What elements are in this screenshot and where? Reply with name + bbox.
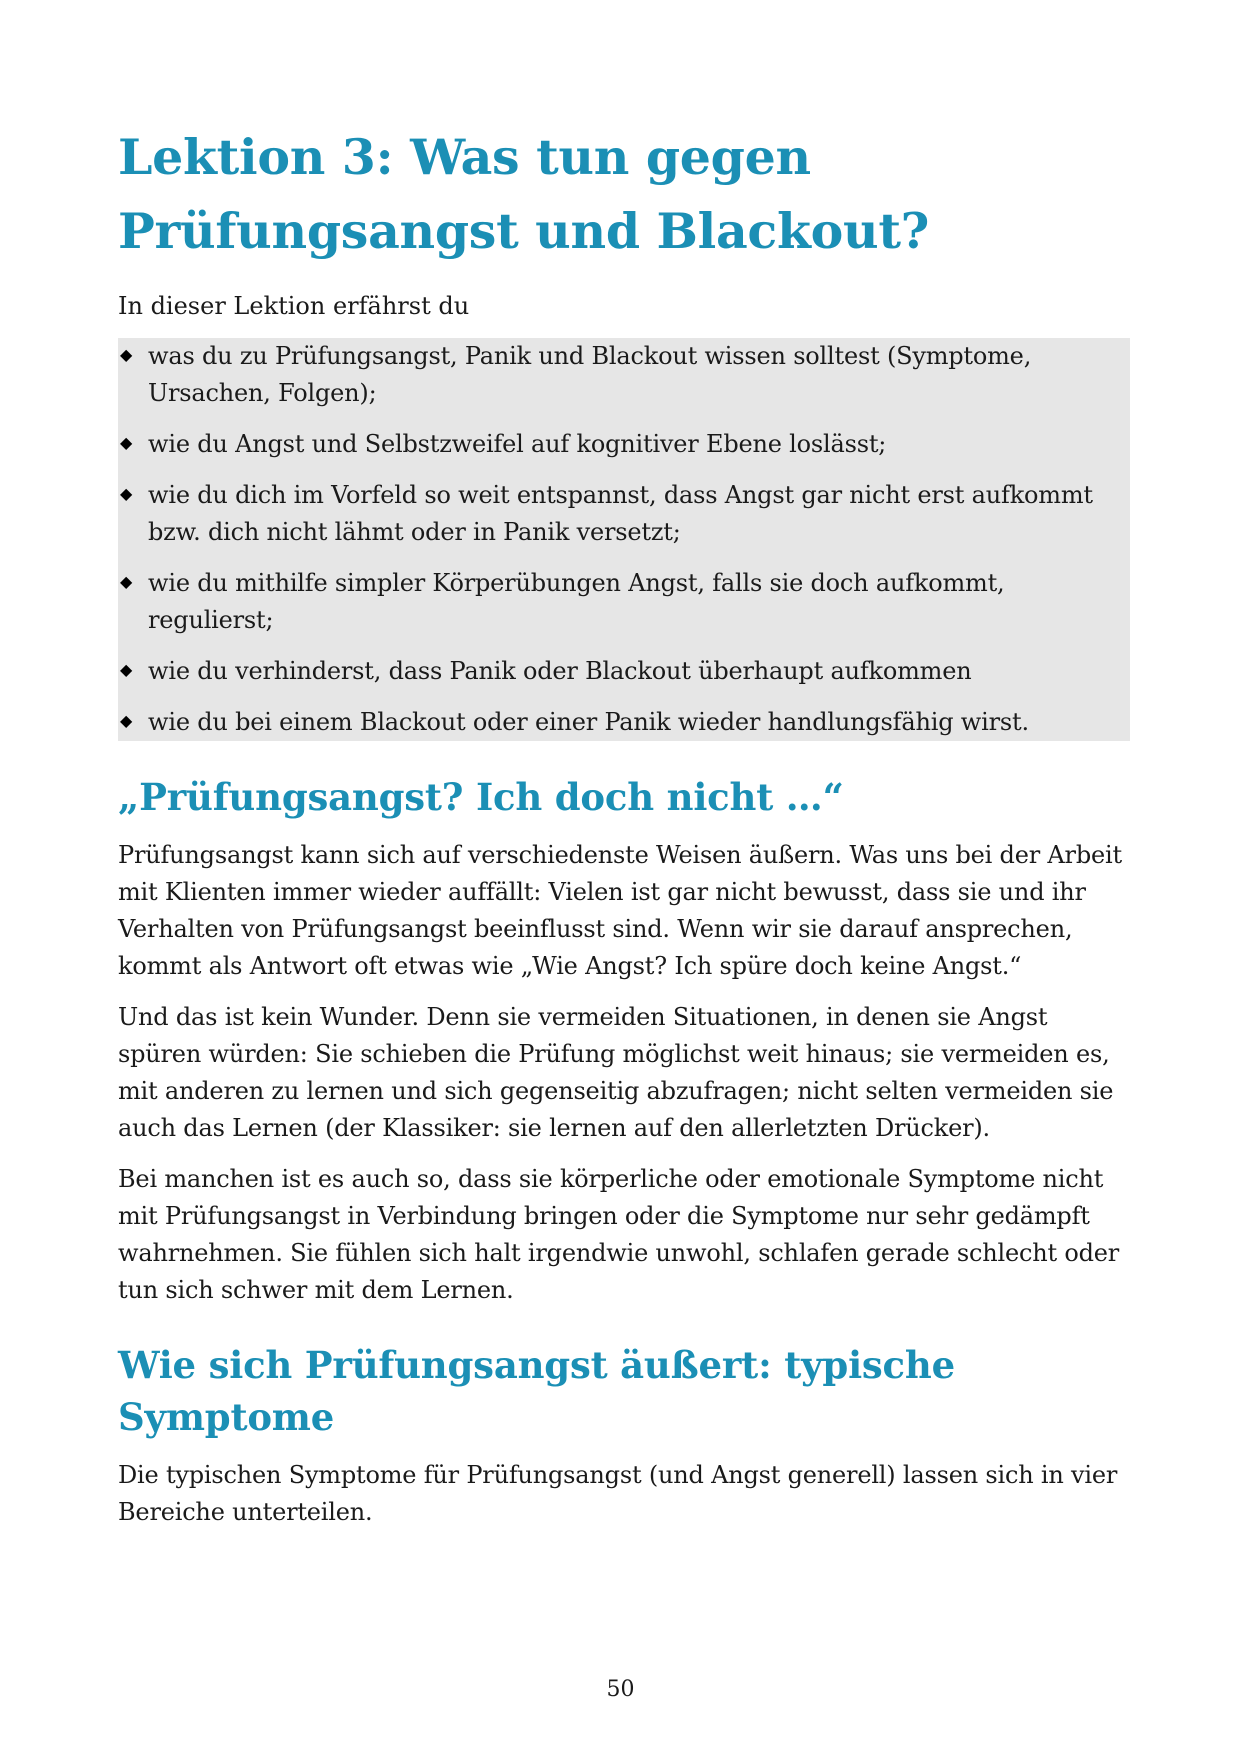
list-item bbox=[118, 704, 1130, 741]
paragraph: Prüfungsangst kann sich auf verschiedenste Weisen äußern. Was uns bei der Arbeit mit Klienten immer wieder auffällt: Vielen ist gar nicht bewusst, dass sie und ihr Verhalten von Prüfungsangst beeinflusst sind. Wenn wir sie darauf ansprechen, kommt als Antwort oft etwas wie „Wie Angst? Ich spüre doch keine Angst.“ bbox=[118, 841, 1122, 980]
diamond-bullet-icon: ◆ bbox=[120, 484, 133, 503]
list-item-text: wie du dich im Vorfeld so weit entspannst, dass Angst gar nicht erst aufkommt bzw. dich nicht lähmt oder in Panik versetzt; bbox=[148, 481, 1093, 546]
page-title bbox=[118, 120, 1130, 268]
list-item-text: wie du Angst und Selbstzweifel auf kognitiver Ebene loslässt; bbox=[148, 430, 887, 458]
list-item-text: was du zu Prüfungsangst, Panik und Blackout wissen solltest (Symptome, Ursachen, Folgen); bbox=[148, 342, 1032, 407]
list-item bbox=[118, 477, 1130, 551]
list-item-text: wie du verhinderst, dass Panik oder Blackout überhaupt aufkommen bbox=[148, 657, 972, 685]
title-line-2: Prüfungsangst und Blackout? bbox=[118, 202, 930, 260]
list-item bbox=[118, 338, 1130, 412]
page-number: 50 bbox=[606, 1677, 635, 1702]
list-item bbox=[118, 426, 1130, 463]
list-item bbox=[118, 653, 1130, 690]
diamond-bullet-icon: ◆ bbox=[120, 345, 133, 364]
learning-goals-box bbox=[118, 338, 1130, 741]
paragraph: Und das ist kein Wunder. Denn sie vermeiden Situationen, in denen sie Angst spüren würden: Sie schieben die Prüfung möglichst weit hinaus; sie vermeiden es, mit anderen zu lernen und sich gegenseitig abzufragen; nicht selten vermeiden sie auch das Lernen (der Klassiker: sie lernen auf den allerletzten Drücker). bbox=[118, 1003, 1114, 1142]
list-item-text: wie du bei einem Blackout oder einer Panik wieder handlungsfähig wirst. bbox=[148, 708, 1029, 736]
diamond-bullet-icon: ◆ bbox=[120, 433, 133, 452]
page-content bbox=[118, 120, 1130, 1545]
diamond-bullet-icon: ◆ bbox=[120, 711, 133, 730]
paragraph: Bei manchen ist es auch so, dass sie körperliche oder emotionale Symptome nicht mit Prüfungsangst in Verbindung bringen oder die Symptome nur sehr gedämpft wahrnehmen. Sie fühlen sich halt irgendwie unwohl, schlafen gerade schlecht oder tun sich schwer mit dem Lernen. bbox=[118, 1165, 1120, 1304]
section-heading-pruefungsangst: „Prüfungsangst? Ich doch nicht …“ bbox=[118, 775, 844, 819]
list-item bbox=[118, 565, 1130, 639]
diamond-bullet-icon: ◆ bbox=[120, 660, 133, 679]
intro-text: In dieser Lektion erfährst du bbox=[118, 292, 470, 320]
title-line-1: Lektion 3: Was tun gegen bbox=[118, 128, 811, 186]
section-heading-symptome: Wie sich Prüfungsangst äußert: typische Symptome bbox=[118, 1343, 955, 1439]
diamond-bullet-icon: ◆ bbox=[120, 572, 133, 591]
paragraph: Die typischen Symptome für Prüfungsangst (und Angst generell) lassen sich in vier Bereiche unterteilen. bbox=[118, 1461, 1118, 1526]
list-item-text: wie du mithilfe simpler Körperübungen Angst, falls sie doch aufkommt, regulierst; bbox=[148, 569, 1005, 634]
